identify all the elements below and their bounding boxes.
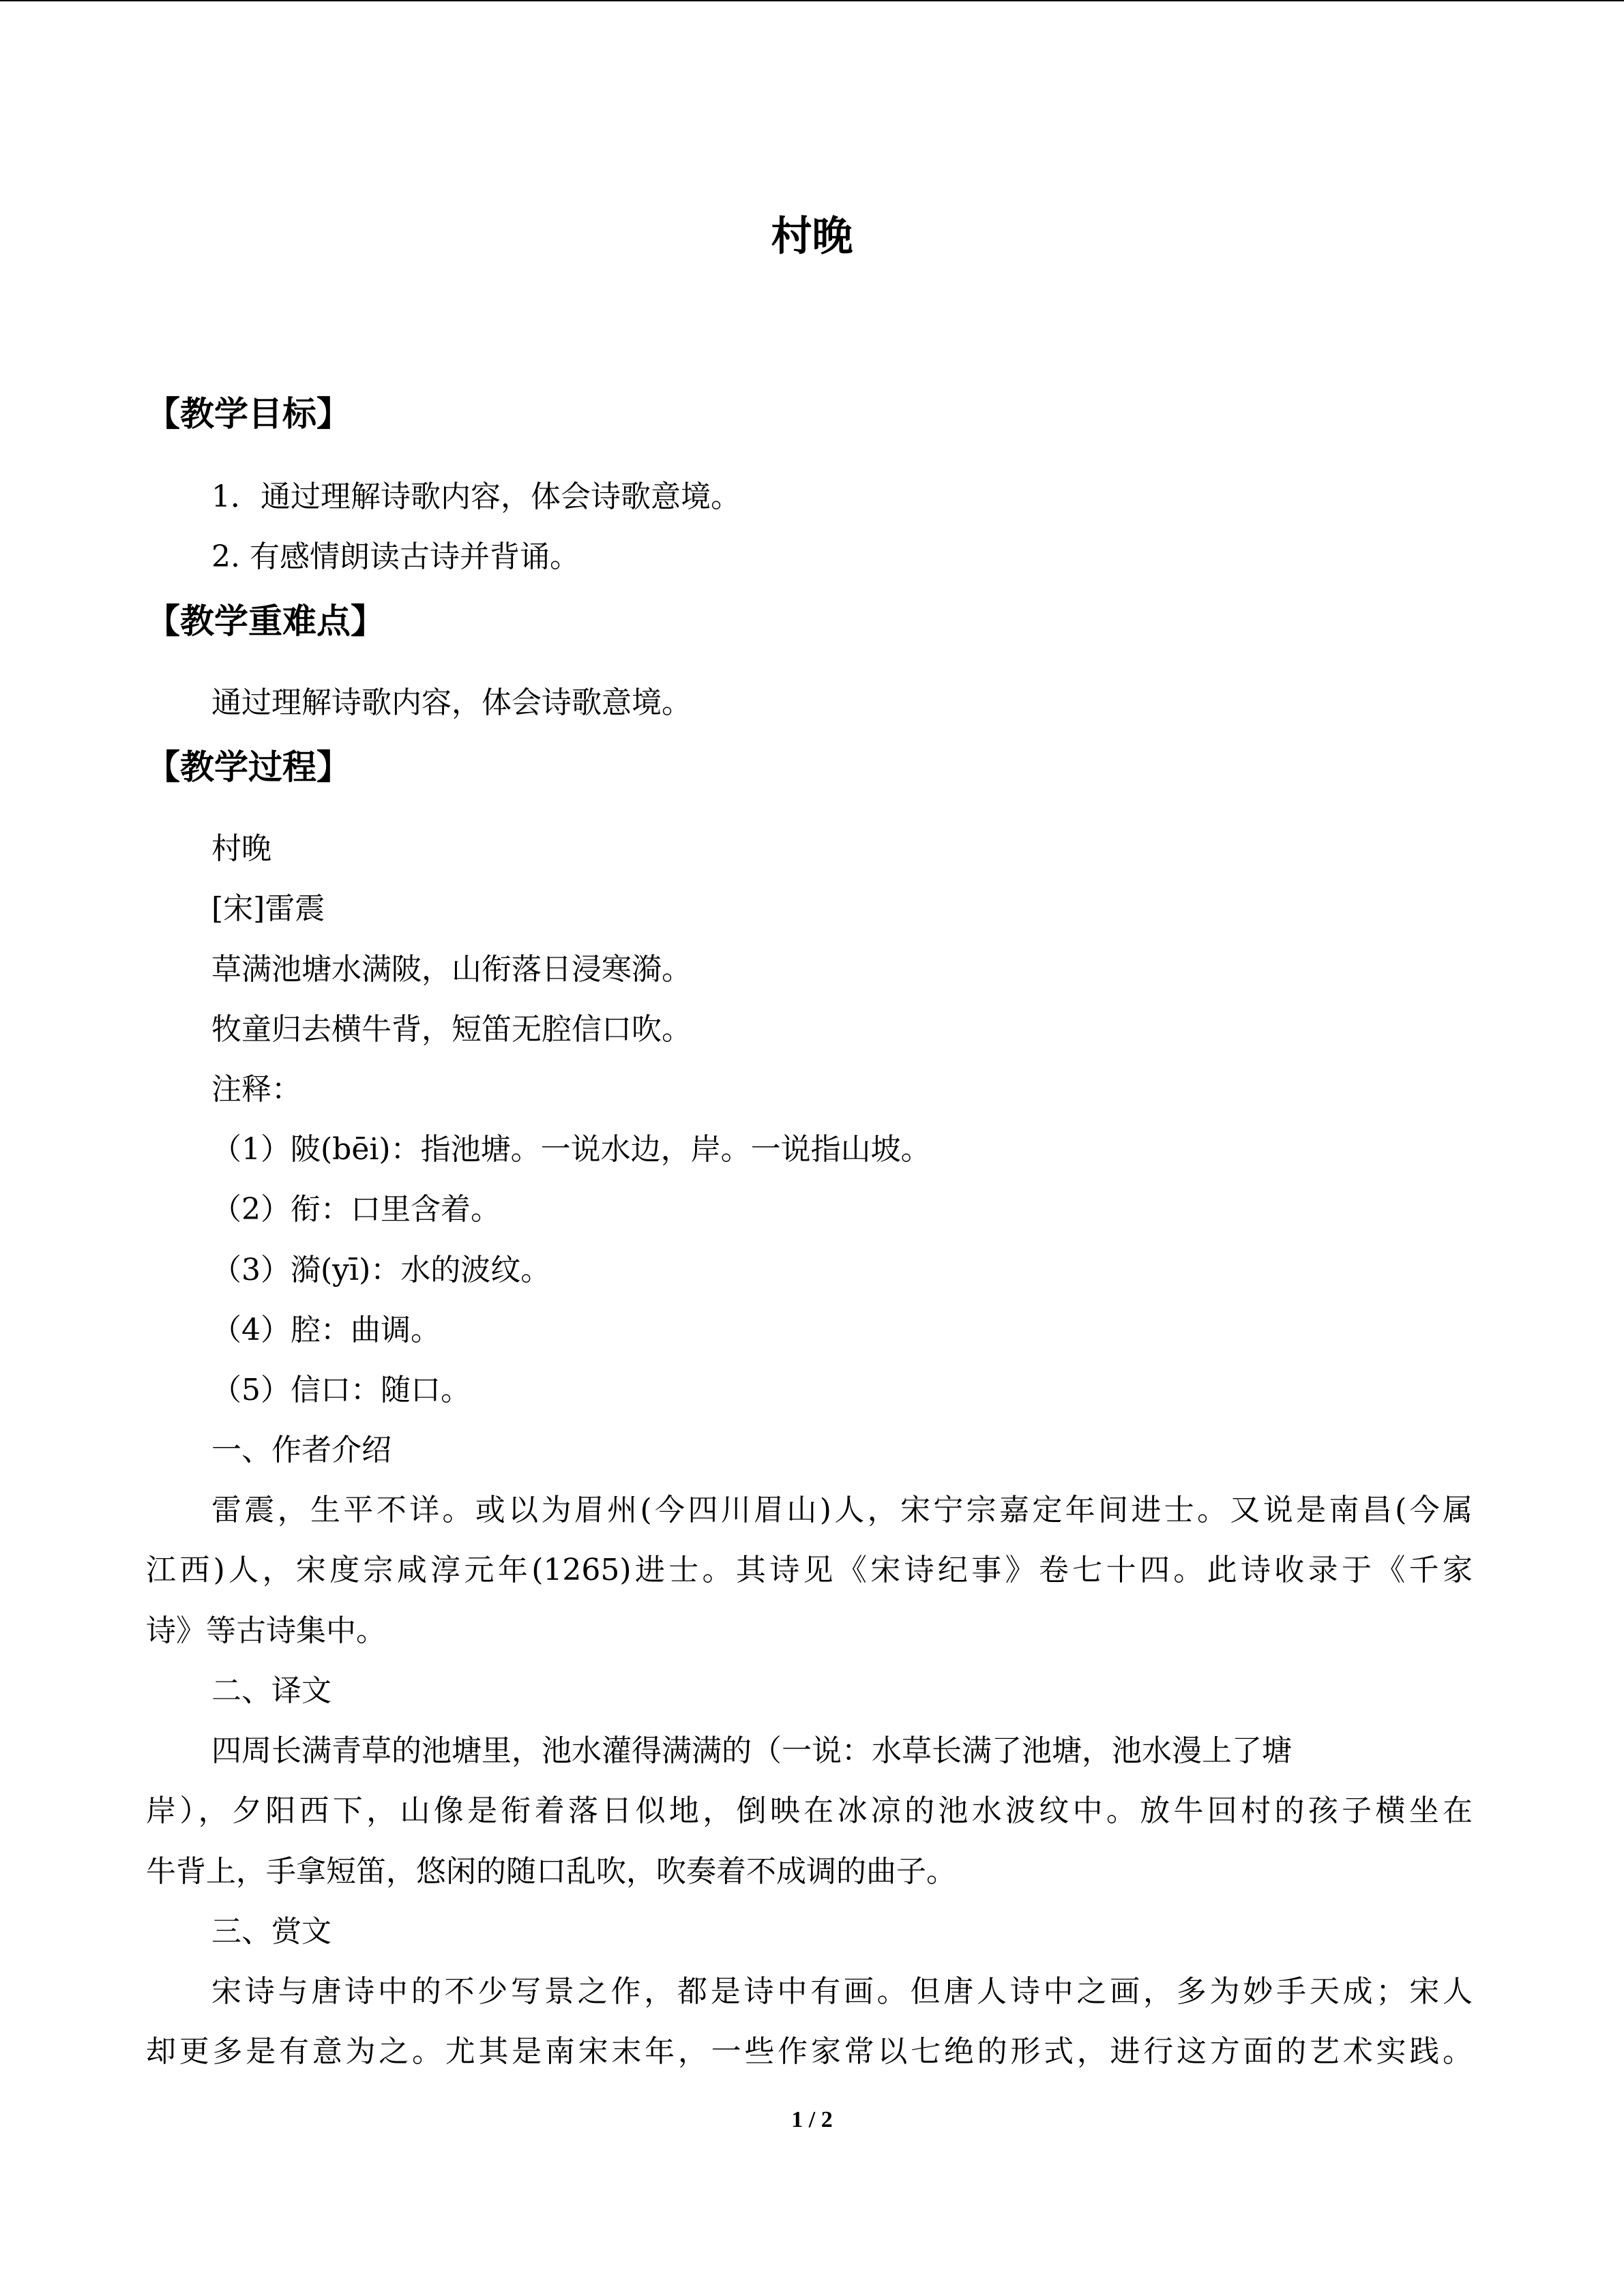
paragraph-line: 江西)人，宋度宗咸淳元年(1265)进士。其诗见《宋诗纪事》卷七十四。此诗收录于《千家 [146, 1553, 1473, 1587]
subsection-heading-translation: 二、译文 [211, 1673, 331, 1708]
objective-item: 1．通过理解诗歌内容，体会诗歌意境。 [211, 479, 741, 514]
page-title: 村晚 [771, 213, 853, 260]
paragraph-line: 诗》等古诗集中。 [146, 1613, 386, 1648]
section-heading-process: 【教学过程】 [146, 747, 351, 787]
paragraph-line: 四周长满青草的池塘里，池水灌得满满的（一说：水草长满了池塘，池水漫上了塘 [211, 1733, 1292, 1768]
note-item: （1）陂(bēi)：指池塘。一说水边，岸。一说指山坡。 [211, 1132, 931, 1167]
subsection-heading-appreciation: 三、赏文 [211, 1914, 331, 1949]
poem-author: [宋]雷震 [211, 891, 325, 926]
note-item: （4）腔：曲调。 [211, 1313, 441, 1347]
section-heading-objectives: 【教学目标】 [146, 394, 351, 434]
poem-title: 村晚 [211, 831, 271, 866]
poem-line: 牧童归去横牛背，短笛无腔信口吹。 [211, 1012, 692, 1047]
notes-label: 注释： [211, 1072, 301, 1107]
paragraph-line: 岸），夕阳西下，山像是衔着落日似地，倒映在冰凉的池水波纹中。放牛回村的孩子横坐在 [146, 1793, 1473, 1828]
note-item: （5）信口：随口。 [211, 1373, 471, 1407]
note-item: （3）漪(yī)：水的波纹。 [211, 1253, 551, 1287]
paragraph-line: 雷震，生平不详。或以为眉州(今四川眉山)人，宋宁宗嘉定年间进士。又说是南昌(今属 [211, 1493, 1473, 1527]
objective-item: 2. 有感情朗读古诗并背诵。 [211, 539, 580, 574]
note-item: （2）衔：口里含着。 [211, 1192, 501, 1227]
paragraph-line: 牛背上，手拿短笛，悠闲的随口乱吹，吹奏着不成调的曲子。 [146, 1854, 956, 1889]
section-heading-key-points: 【教学重难点】 [146, 601, 385, 641]
paragraph-line: 宋诗与唐诗中的不少写景之作，都是诗中有画。但唐人诗中之画，多为妙手天成；宋人 [211, 1974, 1473, 2009]
page-number: 1 / 2 [791, 2107, 833, 2132]
poem-line: 草满池塘水满陂，山衔落日浸寒漪。 [211, 952, 692, 987]
key-points-text: 通过理解诗歌内容，体会诗歌意境。 [211, 685, 692, 720]
subsection-heading-author-intro: 一、作者介绍 [211, 1433, 392, 1467]
paragraph-line: 却更多是有意为之。尤其是南宋末年，一些作家常以七绝的形式，进行这方面的艺术实践。 [146, 2034, 1473, 2069]
